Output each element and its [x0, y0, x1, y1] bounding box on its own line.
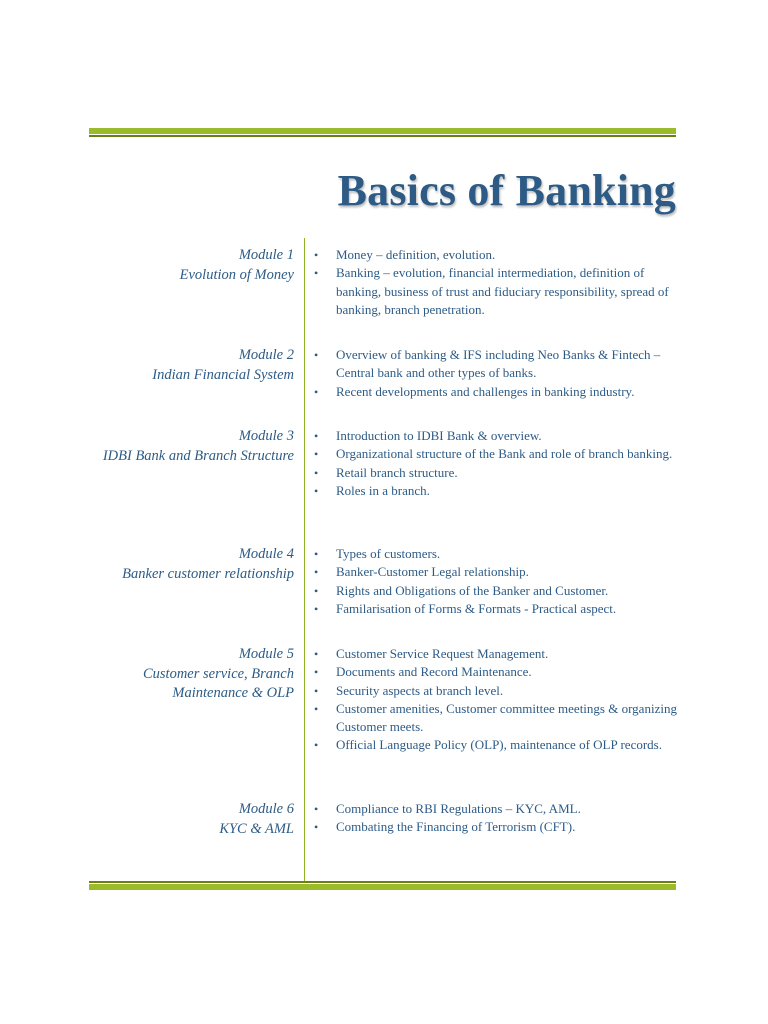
module-number: Module 4: [238, 546, 294, 562]
topic-item: • Official Language Policy (OLP), maintenance of OLP records.: [312, 736, 682, 754]
module-name-line: KYC & AML: [219, 820, 294, 837]
topic-item: • Customer amenities, Customer committee meetings & organizing Customer meets.: [312, 700, 682, 737]
module-name-line: IDBI Bank and Branch Structure: [102, 447, 294, 464]
module-topics: [312, 800, 682, 837]
topic-item: • Recent developments and challenges in banking industry.: [312, 383, 682, 401]
topic-item: • Banker-Customer Legal relationship.: [312, 563, 682, 581]
module-heading: [94, 545, 294, 584]
module-topics: [312, 246, 682, 319]
topic-item: • Rights and Obligations of the Banker and Customer.: [312, 582, 682, 600]
topic-item: • Familarisation of Forms & Formats - Practical aspect.: [312, 600, 682, 618]
topic-item: • Roles in a branch.: [312, 482, 682, 500]
module-name-line: Indian Financial System: [152, 366, 294, 383]
module-heading: [94, 427, 294, 466]
module-heading: [94, 645, 294, 704]
topic-item: • Documents and Record Maintenance.: [312, 663, 682, 681]
module-name-line: Maintenance & OLP: [172, 685, 294, 701]
module-topics: [312, 645, 682, 755]
bottom-divider: [89, 881, 676, 890]
module-topics: [312, 545, 682, 618]
topic-item: • Security aspects at branch level.: [312, 682, 682, 700]
module-heading: [94, 346, 294, 385]
topic-item: • Organizational structure of the Bank and role of branch banking.: [312, 445, 682, 463]
module-number: Module 3: [238, 428, 294, 444]
module-heading: [94, 800, 294, 839]
topic-item: • Types of customers.: [312, 545, 682, 563]
module-name-line: Evolution of Money: [179, 266, 294, 283]
module-number: Module 1: [238, 247, 294, 263]
top-divider: [89, 128, 676, 137]
topic-item: • Compliance to RBI Regulations – KYC, AML.: [312, 800, 682, 818]
module-heading: [94, 246, 294, 285]
module-name-line: Customer service, Branch: [142, 665, 294, 682]
topic-item: • Money – definition, evolution.: [312, 246, 682, 264]
module-number: Module 6: [238, 801, 294, 817]
module-name-line: Banker customer relationship: [122, 565, 294, 582]
module-number: Module 2: [238, 347, 294, 363]
topic-item: • Banking – evolution, financial intermediation, definition of banking, business of trust and fiduciary responsibility, spread of banking, branch penetration.: [312, 264, 682, 319]
module-topics: [312, 427, 682, 500]
topic-item: • Retail branch structure.: [312, 464, 682, 482]
topic-item: • Combating the Financing of Terrorism (CFT).: [312, 818, 682, 836]
topic-item: • Overview of banking & IFS including Neo Banks & Fintech – Central bank and other types of banks.: [312, 346, 682, 383]
page-title: Basics of Banking: [337, 166, 676, 215]
topic-item: • Customer Service Request Management.: [312, 645, 682, 663]
topic-item: • Introduction to IDBI Bank & overview.: [312, 427, 682, 445]
vertical-divider: [304, 238, 305, 882]
module-number: Module 5: [238, 646, 294, 662]
module-topics: [312, 346, 682, 401]
